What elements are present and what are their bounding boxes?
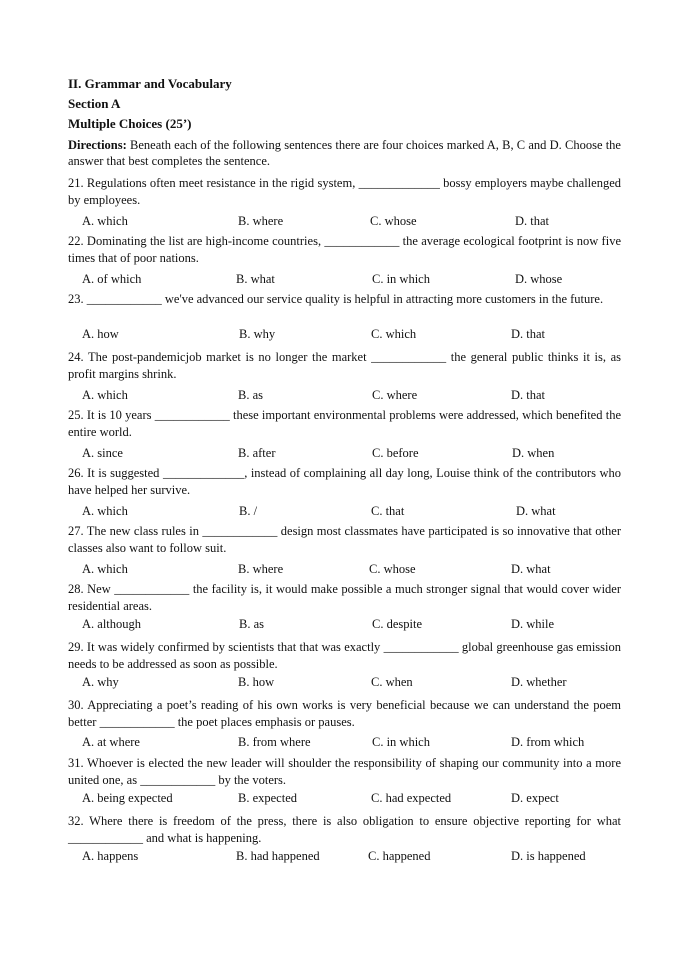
option-a[interactable]: A. since (82, 446, 123, 460)
subsection-title: Multiple Choices (25’) (68, 116, 192, 131)
question-text: 26. It is suggested _____________, instead of complaining all day long, Louise think of the contributors who have helped her survive. (68, 466, 621, 497)
option-d[interactable]: D. from which (511, 735, 585, 749)
option-a[interactable]: A. being expected (82, 791, 173, 805)
option-c[interactable]: C. whose (370, 214, 417, 228)
option-b[interactable]: B. from where (238, 735, 311, 749)
options-29 (82, 675, 622, 691)
question-text: 24. The post-pandemicjob market is no longer the market ____________ the general public thinks it is, as profit margins shrink. (68, 350, 621, 381)
options-26 (82, 504, 622, 520)
question-25 (68, 407, 621, 441)
option-a[interactable]: A. happens (82, 849, 139, 863)
option-b[interactable]: B. what (236, 272, 275, 286)
option-d[interactable]: D. whether (511, 675, 567, 689)
option-a[interactable]: A. which (82, 388, 128, 402)
options-32 (82, 849, 622, 865)
option-c[interactable]: C. where (372, 388, 418, 402)
question-text: 32. Where there is freedom of the press, there is also obligation to ensure objective reporting for what ____________ and what is happening. (68, 814, 621, 845)
question-text: 28. New ____________ the facility is, it would make possible a much stronger signal that would cover wider residential areas. (68, 582, 621, 613)
question-text: 29. It was widely confirmed by scientists that that was exactly ____________ global greenhouse gas emission needs to be addressed as soon as possible. (68, 640, 621, 671)
option-a[interactable]: A. at where (82, 735, 140, 749)
question-30 (68, 697, 621, 731)
question-text: 22. Dominating the list are high-income countries, ____________ the average ecological footprint is now five times that of poor nations. (68, 234, 621, 265)
option-c[interactable]: C. in which (372, 735, 430, 749)
question-text: 21. Regulations often meet resistance in the rigid system, _____________ bossy employers maybe challenged by employees. (68, 176, 621, 207)
option-d[interactable]: D. what (511, 562, 551, 576)
option-c[interactable]: C. that (371, 504, 405, 518)
question-text: 27. The new class rules in ____________ design most classmates have participated is so innovative that other classes also want to follow suit. (68, 524, 621, 555)
option-b[interactable]: B. how (238, 675, 275, 689)
question-text: 25. It is 10 years ____________ these important environmental problems were addressed, which benefited the entire world. (68, 408, 621, 439)
question-text: 30. Appreciating a poet’s reading of his own works is very beneficial because we can understand the poem better ____________ the poet places emphasis or pauses. (68, 698, 621, 729)
option-d[interactable]: D. when (512, 446, 555, 460)
option-c[interactable]: C. whose (369, 562, 416, 576)
options-27 (82, 562, 622, 578)
option-c[interactable]: C. happened (368, 849, 431, 863)
option-b[interactable]: B. where (238, 214, 284, 228)
question-22 (68, 233, 621, 267)
option-d[interactable]: D. expect (511, 791, 559, 805)
question-26 (68, 465, 621, 499)
options-23 (82, 327, 622, 343)
option-a[interactable]: A. how (82, 327, 119, 341)
option-d[interactable]: D. that (511, 327, 546, 341)
options-24 (82, 388, 622, 404)
section-heading: II. Grammar and Vocabulary (68, 76, 232, 91)
option-c[interactable]: C. when (371, 675, 413, 689)
option-a[interactable]: A. although (82, 617, 142, 631)
option-b[interactable]: B. had happened (236, 849, 320, 863)
directions (68, 137, 621, 169)
options-28 (82, 617, 622, 633)
option-a[interactable]: A. why (82, 675, 119, 689)
option-b[interactable]: B. where (238, 562, 284, 576)
option-c[interactable]: C. in which (372, 272, 430, 286)
question-27 (68, 523, 621, 557)
options-21 (82, 214, 622, 230)
option-b[interactable]: B. / (239, 504, 258, 518)
question-24 (68, 349, 621, 383)
option-d[interactable]: D. what (516, 504, 556, 518)
option-b[interactable]: B. expected (238, 791, 298, 805)
option-c[interactable]: C. which (371, 327, 417, 341)
options-22 (82, 272, 622, 288)
option-d[interactable]: D. whose (515, 272, 563, 286)
option-a[interactable]: A. which (82, 214, 128, 228)
question-text: 31. Whoever is elected the new leader will shoulder the responsibility of shaping our community into a more united one, as ____________ by the voters. (68, 756, 621, 787)
option-c[interactable]: C. despite (372, 617, 422, 631)
directions-label: Directions: (68, 138, 127, 152)
options-30 (82, 735, 622, 751)
option-d[interactable]: D. that (511, 388, 546, 402)
option-b[interactable]: B. as (238, 388, 263, 402)
option-a[interactable]: A. of which (82, 272, 142, 286)
option-c[interactable]: C. had expected (371, 791, 452, 805)
option-b[interactable]: B. as (239, 617, 264, 631)
option-a[interactable]: A. which (82, 504, 128, 518)
option-d[interactable]: D. while (511, 617, 555, 631)
question-21 (68, 175, 621, 209)
option-a[interactable]: A. which (82, 562, 128, 576)
options-31 (82, 791, 622, 807)
question-31 (68, 755, 621, 789)
option-b[interactable]: B. after (238, 446, 276, 460)
option-d[interactable]: D. is happened (511, 849, 586, 863)
question-32 (68, 813, 621, 847)
question-text: 23. ____________ we've advanced our service quality is helpful in attracting more customers in the future. (68, 292, 604, 306)
question-29 (68, 639, 621, 673)
section-label: Section A (68, 96, 121, 111)
option-b[interactable]: B. why (239, 327, 276, 341)
question-23 (68, 291, 621, 308)
option-c[interactable]: C. before (372, 446, 419, 460)
directions-text: Beneath each of the following sentences there are four choices marked A, B, C and D. Choose the answer that best completes the sentence. (68, 138, 621, 168)
question-28 (68, 581, 621, 615)
option-d[interactable]: D. that (515, 214, 550, 228)
options-25 (82, 446, 622, 462)
